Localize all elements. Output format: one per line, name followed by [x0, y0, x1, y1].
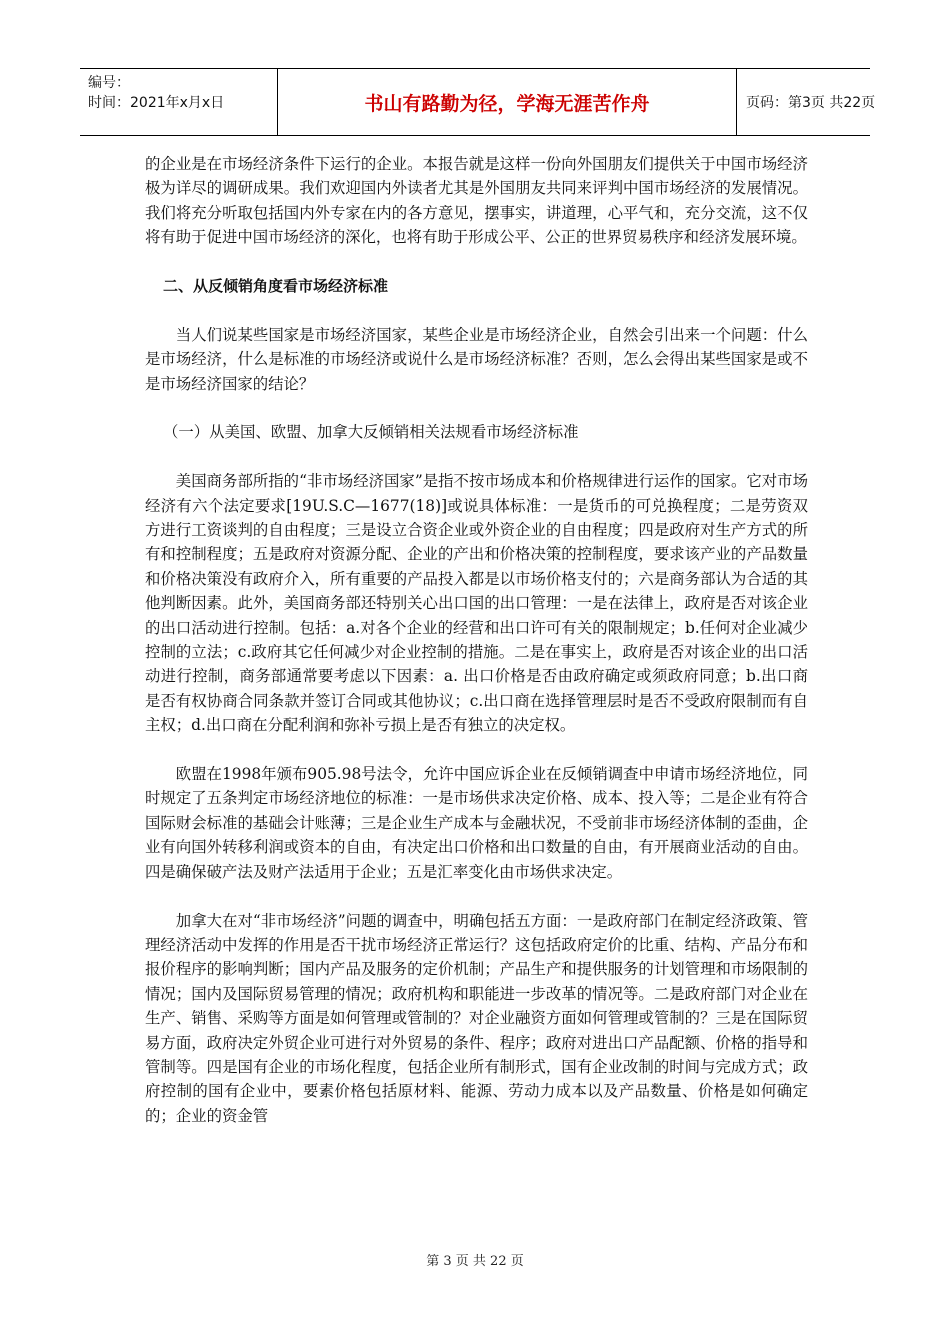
header-number-label: 编号：: [88, 75, 130, 91]
body-paragraph-2: 当人们说某些国家是市场经济国家，某些企业是市场经济企业，自然会引出来一个问题：什么是市场经济，什么是标准的市场经济或说什么是市场经济标准？否则，怎么会得出某些国家是或不是市场经济国家的结论？: [145, 325, 808, 393]
page-header: [80, 68, 876, 136]
header-motto: 书山有路勤为径，学海无涯苦作舟: [278, 69, 737, 135]
body-paragraph-5: 加拿大在对“非市场经济”问题的调查中，明确包括五方面：一是政府部门在制定经济政策、管理经济活动中发挥的作用是否干扰市场经济正常运行？这包括政府定价的比重、结构、产品分布和报价程序的影响判断；国内产品及服务的定价机制；产品生产和提供服务的计划管理和市场限制的情况；国内及国际贸易管理的情况；政府机构和职能进一步改革的情况等。二是政府部门对企业在生产、销售、采购等方面是如何管理或管制的？对企业融资方面如何管理或管制的？三是在国际贸易方面，政府决定外贸企业可进行对外贸易的条件、程序；政府对进出口产品配额、价格的指导和管制等。四是国有企业的市场化程度，包括企业所有制形式，国有企业改制的时间与完成方式；政府控制的国有企业中，要素价格包括原材料、能源、劳动力成本以及产品数量、价格是如何确定的；企业的资金管: [145, 911, 808, 1125]
subsection-heading: （一）从美国、欧盟、加拿大反倾销相关法规看市场经济标准: [163, 423, 579, 442]
section-heading: 二、从反倾销角度看市场经济标准: [163, 277, 389, 296]
body-paragraph-1: 的企业是在市场经济条件下运行的企业。本报告就是这样一份向外国朋友们提供关于中国市场经济极为详尽的调研成果。我们欢迎国内外读者尤其是外国朋友共同来评判中国市场经济的发展情况。我们将充分听取包括国内外专家在内的各方意见，摆事实，讲道理，心平气和，充分交流，这不仅将有助于促进中国市场经济的深化，也将有助于形成公平、公正的世界贸易秩序和经济发展环境。: [145, 155, 808, 247]
body-paragraph-4: 欧盟在1998年颁布905.98号法令，允许中国应诉企业在反倾销调查中申请市场经济地位，同时规定了五条判定市场经济地位的标准：一是市场供求决定价格、成本、投入等；二是企业有符合国际财会标准的基础会计账薄；三是企业生产成本与金融状况，不受前非市场经济体制的歪曲，企业有向国外转移利润或资本的自由，有决定出口价格和出口数量的自由，有开展商业活动的自由。四是确保破产法及财产法适用于企业；五是汇率变化由市场供求决定。: [145, 765, 808, 881]
document-body: [145, 152, 808, 1128]
header-date-label: 时间：2021年x月x日: [88, 95, 225, 111]
page-footer: 第 3 页 共 22 页: [426, 1254, 524, 1269]
body-paragraph-3: 美国商务部所指的“非市场经济国家”是指不按市场成本和价格规律进行运作的国家。它对市场经济有六个法定要求[19U.S.C—1677(18)]或说具体标准：一是货币的可兑换程度；二是劳资双方进行工资谈判的自由程度；三是设立合资企业或外资企业的自由程度；四是政府对生产方式的所有和控制程度；五是政府对资源分配、企业的产出和价格决策的控制程度，要求该产业的产品数量和价格决策没有政府介入，所有重要的产品投入都是以市场价格支付的；六是商务部认为合适的其他判断因素。此外，美国商务部还特别关心出口国的出口管理：一是在法律上，政府是否对该企业的出口活动进行控制。包括：a.对各个企业的经营和出口许可有关的限制规定；b.任何对企业减少控制的立法；c.政府其它任何减少对企业控制的措施。二是在事实上，政府是否对该企业的出口活动进行控制，商务部通常要考虑以下因素：a. 出口价格是否由政府确定或须政府同意；b.出口商是否有权协商合同条款并签订合同或其他协议；c.出口商在选择管理层时是否不受政府限制而有自主权；d.出口商在分配利润和弥补亏损上是否有独立的决定权。: [145, 472, 808, 735]
header-page-info: 页码：第3页 共22页: [746, 95, 876, 111]
header-meta: [80, 69, 278, 135]
